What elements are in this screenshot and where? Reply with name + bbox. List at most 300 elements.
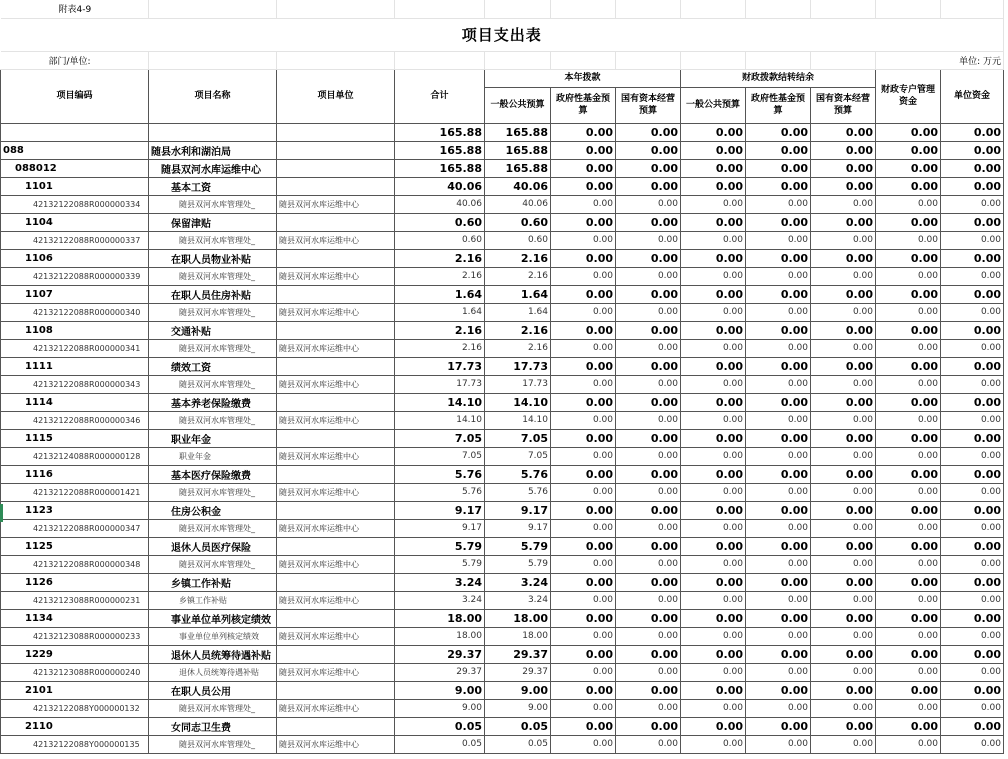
cell-code[interactable]: 1134 — [1, 609, 149, 627]
cell-name[interactable]: 随县双河水库运维中心 — [149, 159, 277, 177]
cell-code[interactable]: 1115 — [1, 429, 149, 447]
cell-total[interactable]: 0.60 — [395, 231, 485, 249]
cell-name[interactable]: 基本医疗保险缴费 — [149, 465, 277, 483]
cell-self[interactable]: 0.00 — [941, 393, 1004, 411]
cell-unit[interactable]: 随县双河水库运维中心 — [277, 519, 395, 537]
cell-fund[interactable]: 0.00 — [551, 681, 616, 699]
cell-self[interactable]: 0.00 — [941, 429, 1004, 447]
cell-fund2[interactable]: 0.00 — [746, 663, 811, 681]
cell-fund2[interactable]: 0.00 — [746, 357, 811, 375]
cell-name[interactable]: 事业单位单列核定绩效 — [149, 627, 277, 645]
cell-self[interactable]: 0.00 — [941, 303, 1004, 321]
cell-total[interactable]: 3.24 — [395, 591, 485, 609]
cell-state2[interactable]: 0.00 — [811, 555, 876, 573]
cell-name[interactable]: 随县双河水库管理处_ — [149, 483, 277, 501]
header-general-carry[interactable]: 一般公共预算 — [681, 87, 746, 123]
cell-general[interactable]: 29.37 — [485, 645, 551, 663]
cell-code[interactable]: 1108 — [1, 321, 149, 339]
cell-code[interactable]: 42132123088R000000231 — [1, 591, 149, 609]
cell-state2[interactable]: 0.00 — [811, 339, 876, 357]
cell-special[interactable]: 0.00 — [876, 285, 941, 303]
cell-self[interactable]: 0.00 — [941, 141, 1004, 159]
cell-name[interactable]: 职业年金 — [149, 429, 277, 447]
cell-total[interactable]: 7.05 — [395, 429, 485, 447]
cell-name[interactable] — [149, 123, 277, 141]
cell-state[interactable]: 0.00 — [616, 321, 681, 339]
cell-general[interactable]: 1.64 — [485, 285, 551, 303]
cell-general[interactable]: 40.06 — [485, 177, 551, 195]
cell-fund2[interactable]: 0.00 — [746, 501, 811, 519]
cell-general[interactable]: 2.16 — [485, 339, 551, 357]
cell-state[interactable]: 0.00 — [616, 663, 681, 681]
cell-general[interactable]: 5.76 — [485, 465, 551, 483]
cell-name[interactable]: 交通补贴 — [149, 321, 277, 339]
cell-general[interactable]: 29.37 — [485, 663, 551, 681]
cell-general2[interactable]: 0.00 — [681, 267, 746, 285]
cell-general[interactable]: 2.16 — [485, 249, 551, 267]
cell-general2[interactable]: 0.00 — [681, 159, 746, 177]
cell-general2[interactable]: 0.00 — [681, 177, 746, 195]
header-group-carry[interactable]: 财政拨款结转结余 — [681, 69, 876, 87]
cell-fund2[interactable]: 0.00 — [746, 123, 811, 141]
cell-special[interactable]: 0.00 — [876, 339, 941, 357]
cell-self[interactable]: 0.00 — [941, 267, 1004, 285]
cell-general[interactable]: 17.73 — [485, 357, 551, 375]
cell-general[interactable]: 1.64 — [485, 303, 551, 321]
header-special[interactable]: 财政专户管理资金 — [876, 69, 941, 123]
cell-state2[interactable]: 0.00 — [811, 141, 876, 159]
cell-unit[interactable] — [277, 429, 395, 447]
cell-fund[interactable]: 0.00 — [551, 609, 616, 627]
cell-general2[interactable]: 0.00 — [681, 141, 746, 159]
cell-unit[interactable]: 随县双河水库运维中心 — [277, 627, 395, 645]
cell-fund[interactable]: 0.00 — [551, 591, 616, 609]
cell-general2[interactable]: 0.00 — [681, 591, 746, 609]
cell-state[interactable]: 0.00 — [616, 249, 681, 267]
cell-fund[interactable]: 0.00 — [551, 213, 616, 231]
cell-special[interactable]: 0.00 — [876, 321, 941, 339]
cell-fund2[interactable]: 0.00 — [746, 573, 811, 591]
cell-state[interactable]: 0.00 — [616, 231, 681, 249]
cell-self[interactable]: 0.00 — [941, 213, 1004, 231]
cell-state[interactable]: 0.00 — [616, 555, 681, 573]
cell-fund[interactable]: 0.00 — [551, 573, 616, 591]
cell-general[interactable]: 9.17 — [485, 519, 551, 537]
cell-fund2[interactable]: 0.00 — [746, 465, 811, 483]
cell-special[interactable]: 0.00 — [876, 555, 941, 573]
cell-fund2[interactable]: 0.00 — [746, 141, 811, 159]
cell-general2[interactable]: 0.00 — [681, 501, 746, 519]
cell-state2[interactable]: 0.00 — [811, 213, 876, 231]
cell-general2[interactable]: 0.00 — [681, 375, 746, 393]
cell-general2[interactable]: 0.00 — [681, 213, 746, 231]
cell-state[interactable]: 0.00 — [616, 573, 681, 591]
cell-total[interactable]: 29.37 — [395, 645, 485, 663]
cell-total[interactable]: 9.00 — [395, 681, 485, 699]
cell-code[interactable]: 1104 — [1, 213, 149, 231]
cell-total[interactable]: 165.88 — [395, 123, 485, 141]
header-general[interactable]: 一般公共预算 — [485, 87, 551, 123]
cell-fund[interactable]: 0.00 — [551, 501, 616, 519]
cell-code[interactable]: 42132122088R000000337 — [1, 231, 149, 249]
cell-fund2[interactable]: 0.00 — [746, 519, 811, 537]
cell-fund[interactable]: 0.00 — [551, 555, 616, 573]
cell-state2[interactable]: 0.00 — [811, 177, 876, 195]
cell-special[interactable]: 0.00 — [876, 609, 941, 627]
cell-special[interactable]: 0.00 — [876, 483, 941, 501]
cell-general[interactable]: 5.79 — [485, 555, 551, 573]
cell-unit[interactable] — [277, 123, 395, 141]
cell-state[interactable]: 0.00 — [616, 357, 681, 375]
cell-total[interactable]: 17.73 — [395, 357, 485, 375]
cell-fund[interactable]: 0.00 — [551, 141, 616, 159]
cell-state[interactable]: 0.00 — [616, 519, 681, 537]
cell-code[interactable]: 1114 — [1, 393, 149, 411]
cell-unit[interactable]: 随县双河水库运维中心 — [277, 195, 395, 213]
cell-name[interactable]: 随县双河水库管理处_ — [149, 303, 277, 321]
cell-fund2[interactable]: 0.00 — [746, 303, 811, 321]
cell-state2[interactable]: 0.00 — [811, 627, 876, 645]
cell-code[interactable]: 42132122088R000000339 — [1, 267, 149, 285]
cell-general2[interactable]: 0.00 — [681, 537, 746, 555]
cell-state[interactable]: 0.00 — [616, 609, 681, 627]
cell-name[interactable]: 住房公积金 — [149, 501, 277, 519]
cell-special[interactable]: 0.00 — [876, 123, 941, 141]
cell-total[interactable]: 0.05 — [395, 735, 485, 753]
cell-name[interactable]: 在职人员物业补贴 — [149, 249, 277, 267]
cell-fund[interactable]: 0.00 — [551, 159, 616, 177]
cell-unit[interactable] — [277, 177, 395, 195]
cell-code[interactable]: 42132122088R000000341 — [1, 339, 149, 357]
cell-fund[interactable]: 0.00 — [551, 393, 616, 411]
cell-name[interactable]: 随县水利和湖泊局 — [149, 141, 277, 159]
cell-code[interactable]: 42132122088R000000343 — [1, 375, 149, 393]
note-cell[interactable]: 附表4-9 — [1, 0, 149, 18]
cell-total[interactable]: 1.64 — [395, 285, 485, 303]
cell-special[interactable]: 0.00 — [876, 663, 941, 681]
cell-general2[interactable]: 0.00 — [681, 447, 746, 465]
cell-self[interactable]: 0.00 — [941, 483, 1004, 501]
cell-general2[interactable]: 0.00 — [681, 573, 746, 591]
cell-code[interactable]: 1123 — [1, 501, 149, 519]
cell-general[interactable]: 9.00 — [485, 681, 551, 699]
cell-self[interactable]: 0.00 — [941, 411, 1004, 429]
cell-unit[interactable] — [277, 681, 395, 699]
cell-general[interactable]: 14.10 — [485, 411, 551, 429]
cell-unit[interactable] — [277, 213, 395, 231]
cell-general2[interactable]: 0.00 — [681, 321, 746, 339]
cell-general2[interactable]: 0.00 — [681, 249, 746, 267]
cell-fund[interactable]: 0.00 — [551, 267, 616, 285]
cell-state2[interactable]: 0.00 — [811, 411, 876, 429]
cell-self[interactable]: 0.00 — [941, 447, 1004, 465]
cell-total[interactable]: 5.79 — [395, 555, 485, 573]
cell-self[interactable]: 0.00 — [941, 123, 1004, 141]
cell-self[interactable]: 0.00 — [941, 339, 1004, 357]
cell-general2[interactable]: 0.00 — [681, 393, 746, 411]
cell-state[interactable]: 0.00 — [616, 699, 681, 717]
cell-code[interactable]: 42132122088R000000347 — [1, 519, 149, 537]
cell-name[interactable]: 基本工资 — [149, 177, 277, 195]
cell-self[interactable]: 0.00 — [941, 519, 1004, 537]
cell-total[interactable]: 2.16 — [395, 249, 485, 267]
cell-self[interactable]: 0.00 — [941, 627, 1004, 645]
cell-fund2[interactable]: 0.00 — [746, 249, 811, 267]
cell-total[interactable]: 18.00 — [395, 627, 485, 645]
cell-state[interactable]: 0.00 — [616, 303, 681, 321]
cell-self[interactable]: 0.00 — [941, 249, 1004, 267]
cell-fund[interactable]: 0.00 — [551, 285, 616, 303]
dept-label[interactable]: 部门/单位: — [1, 51, 149, 69]
cell-special[interactable]: 0.00 — [876, 195, 941, 213]
cell-general[interactable]: 40.06 — [485, 195, 551, 213]
cell-special[interactable]: 0.00 — [876, 501, 941, 519]
cell-fund2[interactable]: 0.00 — [746, 681, 811, 699]
cell-general2[interactable]: 0.00 — [681, 411, 746, 429]
cell-state2[interactable]: 0.00 — [811, 249, 876, 267]
cell-state2[interactable]: 0.00 — [811, 645, 876, 663]
header-fund-carry[interactable]: 政府性基金预算 — [746, 87, 811, 123]
cell-state2[interactable]: 0.00 — [811, 159, 876, 177]
cell-code[interactable]: 42132122088R000000340 — [1, 303, 149, 321]
cell-unit[interactable]: 随县双河水库运维中心 — [277, 591, 395, 609]
cell-fund2[interactable]: 0.00 — [746, 537, 811, 555]
cell-fund[interactable]: 0.00 — [551, 699, 616, 717]
cell-code[interactable]: 42132122088R000000346 — [1, 411, 149, 429]
cell-fund2[interactable]: 0.00 — [746, 483, 811, 501]
cell-general2[interactable]: 0.00 — [681, 195, 746, 213]
cell-general2[interactable]: 0.00 — [681, 465, 746, 483]
cell-state[interactable]: 0.00 — [616, 339, 681, 357]
cell-name[interactable]: 保留津贴 — [149, 213, 277, 231]
cell-general2[interactable]: 0.00 — [681, 339, 746, 357]
cell-general2[interactable]: 0.00 — [681, 645, 746, 663]
cell-fund2[interactable]: 0.00 — [746, 231, 811, 249]
cell-state2[interactable]: 0.00 — [811, 717, 876, 735]
cell-self[interactable]: 0.00 — [941, 645, 1004, 663]
cell-state[interactable]: 0.00 — [616, 465, 681, 483]
cell-fund[interactable]: 0.00 — [551, 429, 616, 447]
cell-general[interactable]: 165.88 — [485, 159, 551, 177]
cell-general[interactable]: 9.17 — [485, 501, 551, 519]
cell-unit[interactable] — [277, 501, 395, 519]
cell-state[interactable]: 0.00 — [616, 213, 681, 231]
header-unit[interactable]: 项目单位 — [277, 69, 395, 123]
cell-state[interactable]: 0.00 — [616, 483, 681, 501]
cell-total[interactable]: 5.79 — [395, 537, 485, 555]
cell-fund[interactable]: 0.00 — [551, 663, 616, 681]
header-fund[interactable]: 政府性基金预算 — [551, 87, 616, 123]
cell-self[interactable]: 0.00 — [941, 177, 1004, 195]
cell-general[interactable]: 165.88 — [485, 141, 551, 159]
cell-state2[interactable]: 0.00 — [811, 483, 876, 501]
cell-total[interactable]: 40.06 — [395, 177, 485, 195]
cell-fund[interactable]: 0.00 — [551, 537, 616, 555]
cell-fund[interactable]: 0.00 — [551, 735, 616, 753]
cell-code[interactable]: 42132122088Y000000132 — [1, 699, 149, 717]
cell-name[interactable]: 随县双河水库管理处_ — [149, 195, 277, 213]
cell-fund[interactable]: 0.00 — [551, 627, 616, 645]
cell-state2[interactable]: 0.00 — [811, 735, 876, 753]
cell-unit[interactable]: 随县双河水库运维中心 — [277, 411, 395, 429]
cell-special[interactable]: 0.00 — [876, 573, 941, 591]
cell-name[interactable]: 随县双河水库管理处_ — [149, 699, 277, 717]
cell-fund[interactable]: 0.00 — [551, 411, 616, 429]
cell-fund2[interactable]: 0.00 — [746, 177, 811, 195]
cell-fund2[interactable]: 0.00 — [746, 321, 811, 339]
cell-name[interactable]: 绩效工资 — [149, 357, 277, 375]
cell-fund[interactable]: 0.00 — [551, 465, 616, 483]
cell-fund[interactable]: 0.00 — [551, 447, 616, 465]
cell-self[interactable]: 0.00 — [941, 231, 1004, 249]
cell-code[interactable]: 2110 — [1, 717, 149, 735]
cell-fund2[interactable]: 0.00 — [746, 213, 811, 231]
cell-general[interactable]: 3.24 — [485, 591, 551, 609]
cell-total[interactable]: 165.88 — [395, 159, 485, 177]
cell-fund2[interactable]: 0.00 — [746, 609, 811, 627]
cell-self[interactable]: 0.00 — [941, 357, 1004, 375]
cell-code[interactable]: 1111 — [1, 357, 149, 375]
cell-fund[interactable]: 0.00 — [551, 303, 616, 321]
cell-state[interactable]: 0.00 — [616, 681, 681, 699]
cell-fund2[interactable]: 0.00 — [746, 159, 811, 177]
cell-special[interactable]: 0.00 — [876, 159, 941, 177]
cell-unit[interactable] — [277, 573, 395, 591]
cell-unit[interactable]: 随县双河水库运维中心 — [277, 663, 395, 681]
cell-fund2[interactable]: 0.00 — [746, 627, 811, 645]
cell-general2[interactable]: 0.00 — [681, 123, 746, 141]
cell-fund2[interactable]: 0.00 — [746, 285, 811, 303]
cell-unit[interactable] — [277, 141, 395, 159]
cell-self[interactable]: 0.00 — [941, 699, 1004, 717]
cell-total[interactable]: 5.76 — [395, 465, 485, 483]
cell-general2[interactable]: 0.00 — [681, 231, 746, 249]
cell-state2[interactable]: 0.00 — [811, 375, 876, 393]
cell-unit[interactable] — [277, 321, 395, 339]
cell-unit[interactable] — [277, 357, 395, 375]
cell-fund[interactable]: 0.00 — [551, 375, 616, 393]
cell-code[interactable]: 088 — [1, 141, 149, 159]
cell-general2[interactable]: 0.00 — [681, 285, 746, 303]
cell-fund[interactable]: 0.00 — [551, 357, 616, 375]
cell-unit[interactable]: 随县双河水库运维中心 — [277, 231, 395, 249]
cell-self[interactable]: 0.00 — [941, 195, 1004, 213]
cell-state2[interactable]: 0.00 — [811, 663, 876, 681]
cell-state[interactable]: 0.00 — [616, 645, 681, 663]
cell-self[interactable]: 0.00 — [941, 159, 1004, 177]
cell-code[interactable]: 42132122088R000000334 — [1, 195, 149, 213]
cell-code[interactable]: 42132124088R000000128 — [1, 447, 149, 465]
cell-special[interactable]: 0.00 — [876, 177, 941, 195]
cell-total[interactable]: 17.73 — [395, 375, 485, 393]
cell-state[interactable]: 0.00 — [616, 141, 681, 159]
cell-self[interactable]: 0.00 — [941, 285, 1004, 303]
cell-special[interactable]: 0.00 — [876, 267, 941, 285]
cell-general[interactable]: 18.00 — [485, 609, 551, 627]
cell-name[interactable]: 随县双河水库管理处_ — [149, 411, 277, 429]
cell-total[interactable]: 7.05 — [395, 447, 485, 465]
cell-total[interactable]: 14.10 — [395, 393, 485, 411]
cell-unit[interactable] — [277, 159, 395, 177]
cell-unit[interactable]: 随县双河水库运维中心 — [277, 483, 395, 501]
cell-total[interactable]: 1.64 — [395, 303, 485, 321]
cell-total[interactable]: 14.10 — [395, 411, 485, 429]
header-state-carry[interactable]: 国有资本经营预算 — [811, 87, 876, 123]
cell-name[interactable]: 随县双河水库管理处_ — [149, 231, 277, 249]
unit-label[interactable]: 单位: 万元 — [876, 51, 1004, 69]
cell-state2[interactable]: 0.00 — [811, 519, 876, 537]
cell-general2[interactable]: 0.00 — [681, 303, 746, 321]
cell-state2[interactable]: 0.00 — [811, 429, 876, 447]
cell-general2[interactable]: 0.00 — [681, 717, 746, 735]
cell-special[interactable]: 0.00 — [876, 717, 941, 735]
cell-code[interactable]: 42132123088R000000233 — [1, 627, 149, 645]
cell-name[interactable]: 乡镇工作补贴 — [149, 573, 277, 591]
cell-total[interactable]: 0.05 — [395, 717, 485, 735]
cell-unit[interactable]: 随县双河水库运维中心 — [277, 267, 395, 285]
cell-name[interactable]: 随县双河水库管理处_ — [149, 375, 277, 393]
cell-fund2[interactable]: 0.00 — [746, 699, 811, 717]
cell-unit[interactable] — [277, 393, 395, 411]
cell-name[interactable]: 随县双河水库管理处_ — [149, 519, 277, 537]
cell-state[interactable]: 0.00 — [616, 429, 681, 447]
cell-code[interactable]: 1229 — [1, 645, 149, 663]
cell-unit[interactable] — [277, 717, 395, 735]
cell-fund2[interactable]: 0.00 — [746, 735, 811, 753]
cell-general2[interactable]: 0.00 — [681, 357, 746, 375]
cell-total[interactable]: 2.16 — [395, 339, 485, 357]
cell-general[interactable]: 7.05 — [485, 429, 551, 447]
cell-special[interactable]: 0.00 — [876, 627, 941, 645]
cell-total[interactable]: 3.24 — [395, 573, 485, 591]
cell-general2[interactable]: 0.00 — [681, 429, 746, 447]
page-title[interactable]: 项目支出表 — [1, 18, 1004, 51]
cell-total[interactable]: 2.16 — [395, 267, 485, 285]
cell-state[interactable]: 0.00 — [616, 717, 681, 735]
cell-total[interactable]: 29.37 — [395, 663, 485, 681]
cell-self[interactable]: 0.00 — [941, 735, 1004, 753]
cell-state[interactable]: 0.00 — [616, 159, 681, 177]
cell-state2[interactable]: 0.00 — [811, 447, 876, 465]
cell-code[interactable]: 088012 — [1, 159, 149, 177]
cell-general2[interactable]: 0.00 — [681, 483, 746, 501]
cell-fund[interactable]: 0.00 — [551, 123, 616, 141]
cell-total[interactable]: 9.00 — [395, 699, 485, 717]
cell-fund2[interactable]: 0.00 — [746, 267, 811, 285]
cell-name[interactable]: 退休人员统筹待遇补贴 — [149, 645, 277, 663]
cell-general[interactable]: 3.24 — [485, 573, 551, 591]
cell-state2[interactable]: 0.00 — [811, 591, 876, 609]
cell-unit[interactable]: 随县双河水库运维中心 — [277, 735, 395, 753]
cell-fund2[interactable]: 0.00 — [746, 591, 811, 609]
cell-code[interactable]: 2101 — [1, 681, 149, 699]
cell-general[interactable]: 17.73 — [485, 375, 551, 393]
cell-total[interactable]: 2.16 — [395, 321, 485, 339]
cell-fund2[interactable]: 0.00 — [746, 429, 811, 447]
cell-state[interactable]: 0.00 — [616, 267, 681, 285]
cell-self[interactable]: 0.00 — [941, 573, 1004, 591]
cell-general[interactable]: 5.79 — [485, 537, 551, 555]
cell-state2[interactable]: 0.00 — [811, 123, 876, 141]
cell-general2[interactable]: 0.00 — [681, 627, 746, 645]
cell-state2[interactable]: 0.00 — [811, 699, 876, 717]
cell-state2[interactable]: 0.00 — [811, 681, 876, 699]
cell-general[interactable]: 165.88 — [485, 123, 551, 141]
cell-unit[interactable] — [277, 285, 395, 303]
cell-special[interactable]: 0.00 — [876, 465, 941, 483]
cell-general[interactable]: 2.16 — [485, 321, 551, 339]
cell-name[interactable]: 事业单位单列核定绩效 — [149, 609, 277, 627]
